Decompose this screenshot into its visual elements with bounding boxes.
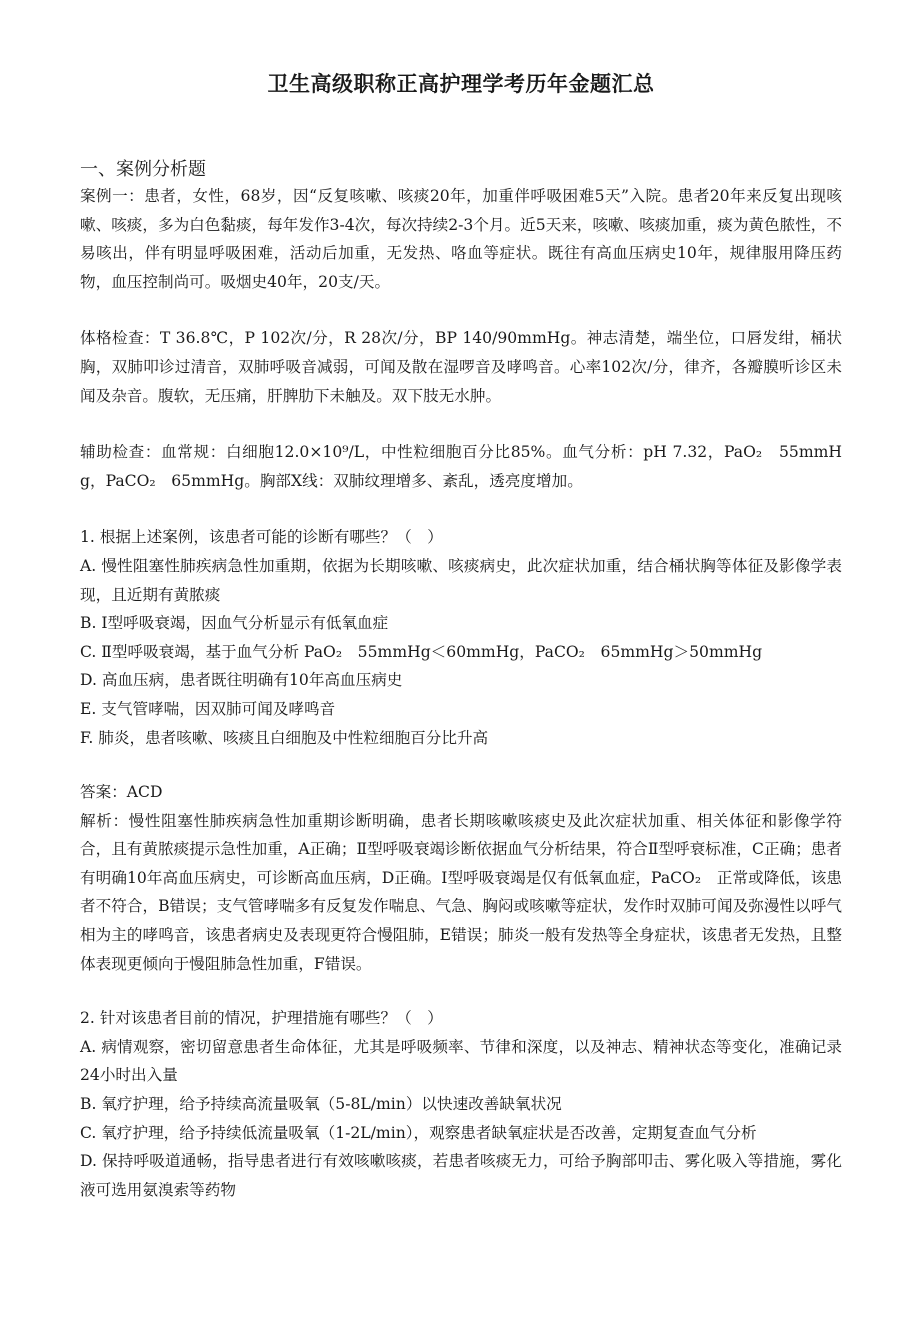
question-2	[80, 1004, 842, 1204]
option-b: B. Ⅰ型呼吸衰竭，因血气分析显示有低氧血症	[80, 614, 389, 633]
section-heading: 一、案例分析题	[80, 159, 206, 180]
answer: 答案：ACD	[80, 783, 163, 802]
physical-exam: 体格检查：T 36.8℃，P 102次/分，R 28次/分，BP 140/90mmHg。神志清楚，端坐位，口唇发绀，桶状胸，双肺叩诊过清音，双肺呼吸音减弱，可闻及散在湿啰音及哮鸣音。心率102次/分，律齐，各瓣膜听诊区未闻及杂音。腹软，无压痛，肝脾肋下未触及。双下肢无水肿。	[80, 329, 842, 405]
case-intro: 案例一：患者，女性，68岁，因“反复咳嗽、咳痰20年，加重伴呼吸困难5天”入院。患者20年来反复出现咳嗽、咳痰，多为白色黏痰，每年发作3-4次，每次持续2-3个月。近5天来，咳嗽、咳痰加重，痰为黄色脓性，不易咳出，伴有明显呼吸困难，活动后加重，无发热、咯血等症状。既往有高血压病史10年，规律服用降压药物，血压控制尚可。吸烟史40年，20支/天。	[80, 187, 842, 291]
document-page	[80, 62, 842, 1204]
question-1	[80, 523, 842, 978]
option-d: D. 高血压病，患者既往明确有10年高血压病史	[80, 671, 403, 690]
question-stem: 1. 根据上述案例，该患者可能的诊断有哪些？（ ）	[80, 528, 443, 547]
option-c: C. 氧疗护理，给予持续低流量吸氧（1-2L/min），观察患者缺氧症状是否改善，定期复查血气分析	[80, 1123, 757, 1142]
document-title: 卫生高级职称正高护理学考历年金题汇总	[267, 72, 655, 96]
option-e: E. 支气管哮喘，因双肺可闻及哮鸣音	[80, 699, 336, 718]
option-a: A. 病情观察，密切留意患者生命体征，尤其是呼吸频率、节律和深度，以及神志、精神状态等变化，准确记录24小时出入量	[80, 1037, 842, 1085]
option-c: C. Ⅱ型呼吸衰竭，基于血气分析 PaO₂ 55mmHg＜60mmHg，PaCO₂ 65mmHg＞50mmHg	[80, 642, 763, 661]
auxiliary-exam: 辅助检查：血常规：白细胞12.0×10⁹/L，中性粒细胞百分比85%。血气分析：pH 7.32，PaO₂ 55mmHg，PaCO₂ 65mmHg。胸部X线：双肺纹理增多、紊乱，透亮度增加。	[80, 443, 842, 490]
question-stem: 2. 针对该患者目前的情况，护理措施有哪些？（ ）	[80, 1009, 443, 1028]
option-d: D. 保持呼吸道通畅，指导患者进行有效咳嗽咳痰，若患者咳痰无力，可给予胸部叩击、雾化吸入等措施，雾化液可选用氨溴索等药物	[80, 1152, 842, 1199]
option-a: A. 慢性阻塞性肺疾病急性加重期，依据为长期咳嗽、咳痰病史，此次症状加重，结合桶状胸等体征及影像学表现，且近期有黄脓痰	[80, 556, 842, 604]
analysis: 解析：慢性阻塞性肺疾病急性加重期诊断明确，患者长期咳嗽咳痰史及此次症状加重、相关体征和影像学符合，且有黄脓痰提示急性加重，A正确；Ⅱ型呼吸衰竭诊断依据血气分析结果，符合Ⅱ型呼衰标准，C正确；患者有明确10年高血压病史，可诊断高血压病，D正确。Ⅰ型呼吸衰竭是仅有低氧血症，PaCO₂ 正常或降低，该患者不符合，B错误；支气管哮喘多有反复发作喘息、气急、胸闷或咳嗽等症状，发作时双肺可闻及弥漫性以呼气相为主的哮鸣音，该患者病史及表现更符合慢阻肺，E错误；肺炎一般有发热等全身症状，该患者无发热，且整体表现更倾向于慢阻肺急性加重，F错误。	[80, 811, 842, 973]
option-f: F. 肺炎，患者咳嗽、咳痰且白细胞及中性粒细胞百分比升高	[80, 728, 489, 747]
option-b: B. 氧疗护理，给予持续高流量吸氧（5-8L/min）以快速改善缺氧状况	[80, 1095, 562, 1114]
